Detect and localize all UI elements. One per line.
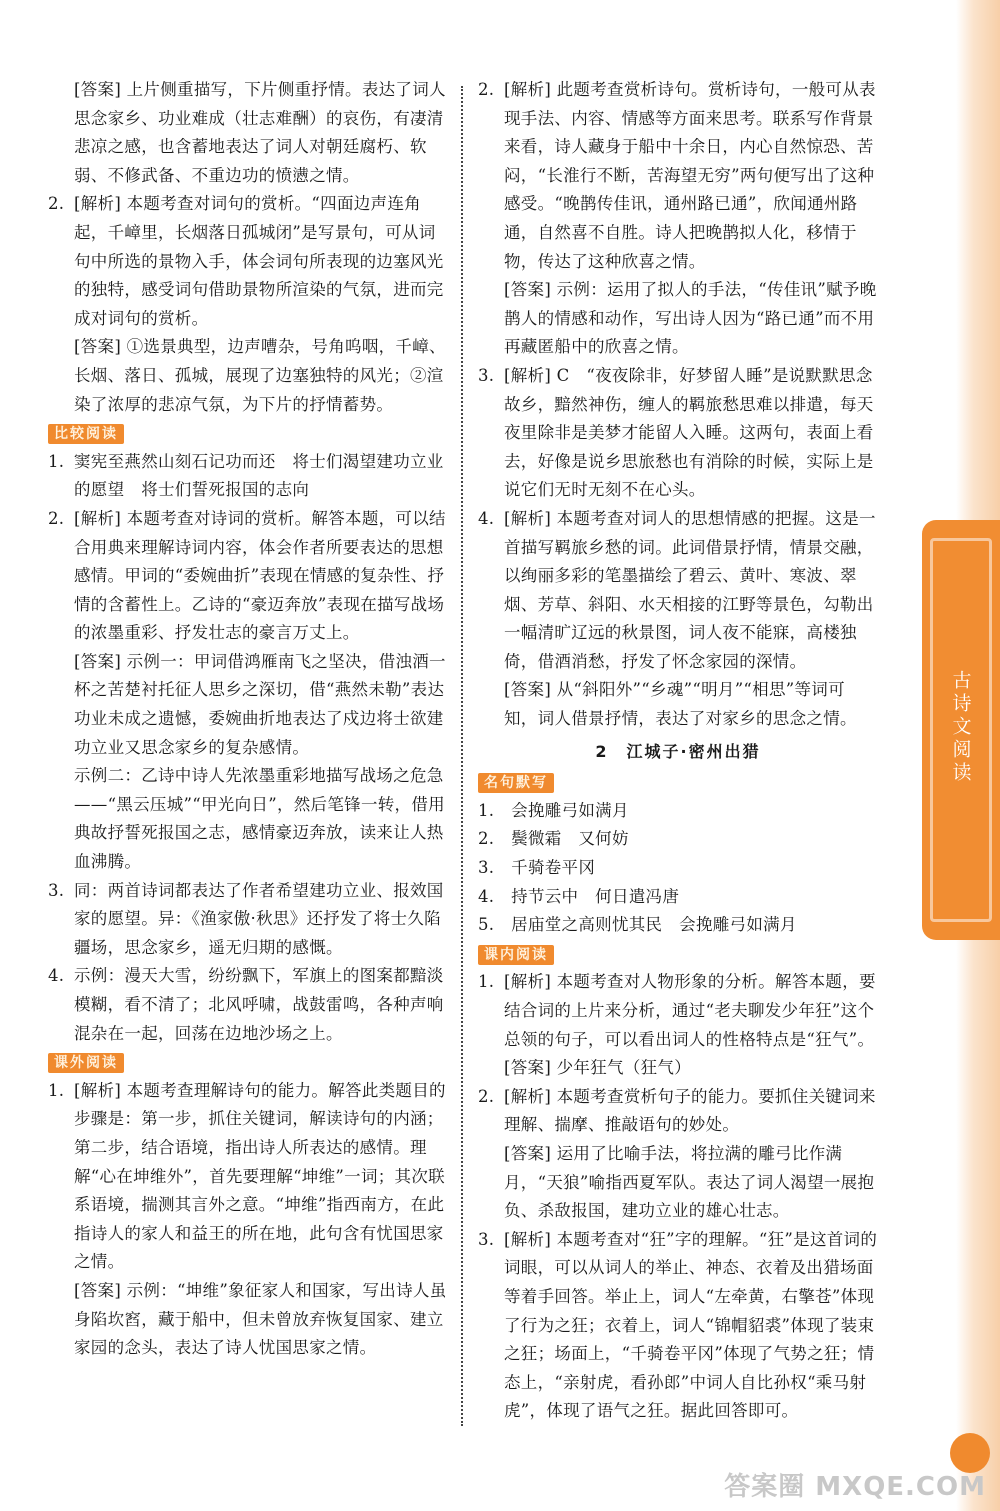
question-item — [48, 962, 448, 1048]
list-item: 2. 鬓微霜 又何妨 — [478, 829, 629, 849]
list-item: 3. 千骑卷平冈 — [478, 858, 596, 878]
question-number: 3. — [478, 1229, 495, 1249]
question-item — [478, 1226, 878, 1426]
analysis-text: [解析] 本题考查对人物形象的分析。解答本题，要结合词的上片来分析，通过“老夫聊发少年狂”这个总领的句子，可以看出词人的性格特点是“狂气”。 — [504, 972, 876, 1049]
side-chapter-tab — [922, 520, 1000, 940]
question-item — [478, 362, 878, 505]
lesson-title: 2 江城子·密州出猎 — [595, 741, 761, 761]
list-item: 5. 居庙堂之高则忧其民 会挽雕弓如满月 — [478, 915, 797, 935]
question-number: 1. — [478, 972, 495, 992]
analysis-text: [解析] 本题考查对词句的赏析。“四面边声连角起，千嶂里，长烟落日孤城闭”是写景句，可从词句中所选的景物入手，体会词句所表现的边塞风光的独特，感受词句借助景物所渲染的气氛，进而完成对词句的赏析。 — [74, 194, 444, 328]
answer-text: 同：两首诗词都表达了作者希望建功立业、报效国家的愿望。异：《渔家傲·秋思》还抒发了将士久陷疆场，思念家乡，遥无归期的感慨。 — [74, 880, 444, 957]
question-number: 2. — [478, 80, 495, 99]
section-label-in-class: 课内阅读 — [478, 945, 554, 965]
question-number: 2. — [48, 508, 65, 528]
column-divider — [461, 86, 463, 1426]
section-label-extracurricular: 课外阅读 — [48, 1053, 124, 1073]
answer-text: [答案] 从“斜阳外”“乡魂”“明月”“相思”等词可知，词人借景抒情，表达了对家乡的思念之情。 — [504, 680, 857, 729]
question-number: 2. — [48, 194, 65, 214]
question-number: 4. — [478, 508, 495, 528]
question-number: 1. — [48, 451, 65, 471]
right-column — [478, 76, 878, 1426]
question-number: 1. — [48, 1080, 65, 1100]
question-item — [48, 448, 448, 505]
answer-text: [答案] 少年狂气（狂气） — [504, 1058, 692, 1078]
question-item — [478, 505, 878, 734]
analysis-text: [解析] 本题考查理解诗句的能力。解答此类题目的步骤是：第一步，抓住关键词，解读诗句的内涵；第二步，结合语境，指出诗人所表达的感情。理解“心在坤维外”，首先要理解“坤维”一词；其次联系语境，揣测其言外之意。“坤维”指西南方，在此指诗人的家人和益王的所在地，此句含有忧国思家之情。 — [74, 1080, 446, 1272]
left-column — [48, 76, 448, 1363]
answer-text: 窦宪至燕然山刻石记功而还 将士们渴望建功立业的愿望 将士们誓死报国的志向 — [74, 451, 444, 500]
answer-text: [答案] 示例：运用了拟人的手法，“传佳讯”赋予晚鹊人的情感和动作，写出诗人因为“路已通”而不用再藏匿船中的欣喜之情。 — [504, 280, 877, 357]
question-number: 4. — [48, 966, 65, 986]
analysis-text: [解析] C “夜夜除非，好梦留人睡”是说默默思念故乡，黯然神伤，缠人的羁旅愁思难以排遣，每天夜里除非是美梦才能留人入睡。这两句，表面上看去，好像是说乡思旅愁也有消除的时候，实际上是说它们无时无刻不在心头。 — [504, 365, 874, 500]
question-item — [48, 505, 448, 877]
answer-text: [答案] 示例：“坤维”象征家人和国家，写出诗人虽身陷坎窞，藏于船中，但未曾放弃恢复国家、建立家园的念头，表达了诗人忧国思家之情。 — [74, 1280, 447, 1358]
question-item — [478, 1083, 878, 1226]
question-number: 3. — [478, 365, 495, 385]
question-item — [48, 190, 448, 419]
question-item — [478, 968, 878, 1082]
section-label-recitation: 名句默写 — [478, 773, 554, 793]
question-item — [48, 877, 448, 963]
answer-text: 示例二：乙诗中诗人先浓墨重彩地描写战场之危急——“黑云压城”“甲光向日”，然后笔锋一转，借用典故抒誓死报国之志，感情豪迈奔放，读来让人热血沸腾。 — [74, 766, 445, 872]
chapter-tab-label: 古诗文阅读 — [949, 670, 972, 785]
analysis-text: [解析] 本题考查赏析句子的能力。要抓住关键词来理解、揣摩、推敲语句的妙处。 — [504, 1086, 876, 1135]
list-item: 4. 持节云中 何日遣冯唐 — [478, 886, 680, 906]
section-label-comparison: 比较阅读 — [48, 424, 124, 444]
analysis-text: [解析] 本题考查对“狂”字的理解。“狂”是这首词的词眼，可以从词人的举止、神态、衣着及出猎场面等着手回答。举止上，词人“左牵黄，右擎苍”体现了行为之狂；衣着上，词人“锦帽貂裘”体现了装束之狂；场面上，“千骑卷平冈”体现了气势之狂；情态上，“亲射虎，看孙郎”中词人自比孙权“乘马射虎”，体现了语气之狂。据此回答即可。 — [504, 1229, 878, 1421]
question-item — [478, 76, 878, 362]
answer-text: [答案] 示例一：甲词借鸿雁南飞之坚决，借浊酒一杯之苦楚衬托征人思乡之深切，借“燕然未勒”表达功业未成之遗憾，委婉曲折地表达了戍边将士欲建功立业又思念家乡的复杂感情。 — [74, 651, 446, 757]
answer-paragraph: [答案] 上片侧重描写，下片侧重抒情。表达了词人思念家乡、功业难成（壮志难酬）的哀伤，有凄清悲凉之感，也含蓄地表达了词人对朝廷腐朽、软弱、不修武备、不重边功的愤懑之情。 — [74, 80, 446, 185]
watermark-text: 答案圈 MXQE.COM — [724, 1472, 986, 1502]
answer-text: 示例：漫天大雪，纷纷飘下，军旗上的图案都黯淡模糊，看不清了；北风呼啸，战鼓雷鸣，各种声响混杂在一起，回荡在边地沙场之上。 — [74, 966, 444, 1043]
question-number: 2. — [478, 1086, 495, 1106]
analysis-text: [解析] 此题考查赏析诗句。赏析诗句，一般可从表现手法、内容、情感等方面来思考。联系写作背景来看，诗人藏身于船中十余日，内心自然惊恐、苦闷，“长淮行不断，苦海望无穷”两句便写出了这种感受。“晚鹊传佳讯，通州路已通”，欣闻通州路通，自然喜不自胜。诗人把晚鹊拟人化，移情于物，传达了这种欣喜之情。 — [504, 80, 876, 271]
question-item — [48, 1077, 448, 1363]
list-item: 1. 会挽雕弓如满月 — [478, 800, 629, 820]
analysis-text: [解析] 本题考查对诗词的赏析。解答本题，可以结合用典来理解诗词内容，体会作者所要表达的思想感情。甲词的“委婉曲折”表现在情感的复杂性、抒情的含蓄性上。乙诗的“豪迈奔放”表现在描写战场的浓墨重彩、抒发壮志的豪言万丈上。 — [74, 508, 446, 643]
answer-text: [答案] ①选景典型，边声嘈杂，号角呜咽，千嶂、长烟、落日、孤城，展现了边塞独特的风光；②渲染了浓厚的悲凉气氛，为下片的抒情蓄势。 — [74, 337, 446, 414]
analysis-text: [解析] 本题考查对词人的思想情感的把握。这是一首描写羁旅乡愁的词。此词借景抒情，情景交融，以绚丽多彩的笔墨描绘了碧云、黄叶、寒波、翠烟、芳草、斜阳、水天相接的江野等景色，勾勒出一幅清旷辽远的秋景图，词人夜不能寐，高楼独倚，借酒消愁，抒发了怀念家园的深情。 — [504, 508, 876, 671]
question-number: 3. — [48, 880, 65, 900]
answer-text: [答案] 运用了比喻手法，将拉满的雕弓比作满月，“天狼”喻指西夏军队。表达了词人渴望一展抱负、杀敌报国，建功立业的雄心壮志。 — [504, 1143, 875, 1221]
